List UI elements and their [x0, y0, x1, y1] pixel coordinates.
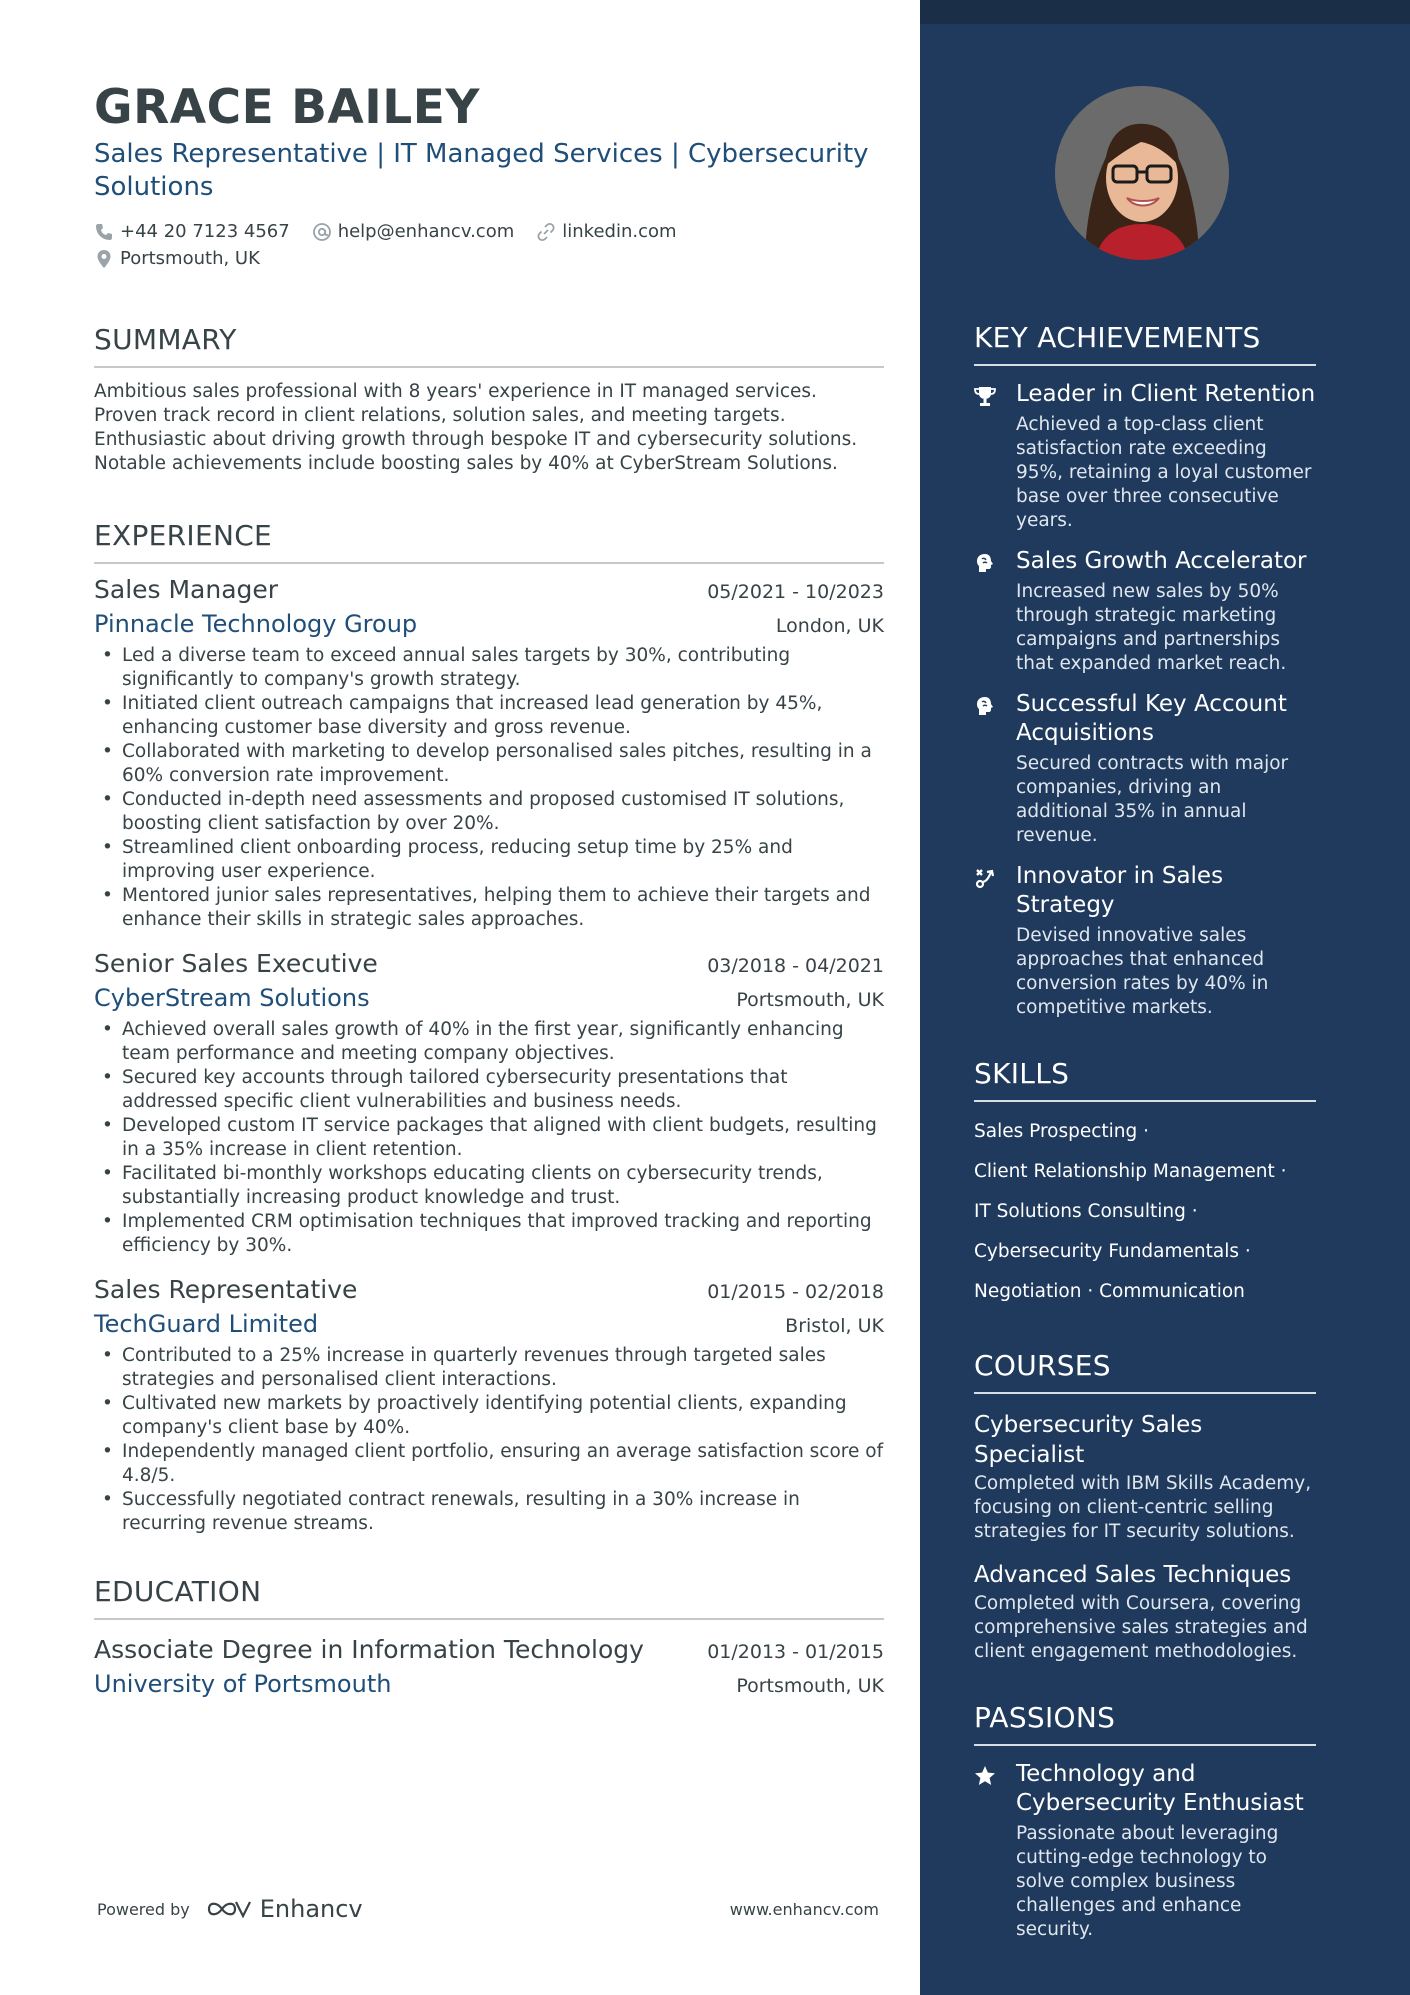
brand-name: Enhancv: [259, 1895, 363, 1923]
course-desc: Completed with IBM Skills Academy, focusing on client-centric selling strategies for IT security solutions.: [974, 1473, 1312, 1542]
skill-item: IT Solutions Consulting ·: [974, 1201, 1198, 1222]
location-text: Portsmouth, UK: [120, 248, 260, 269]
course-title: Cybersecurity Sales Specialist: [974, 1412, 1203, 1468]
summary-title: SUMMARY: [94, 322, 884, 368]
skills-title: SKILLS: [974, 1054, 1316, 1102]
job-bullets: [94, 1018, 884, 1258]
brain-icon: [974, 552, 996, 574]
skill-item: Sales Prospecting ·: [974, 1121, 1150, 1142]
job-dates: 01/2015 - 02/2018: [707, 1281, 884, 1303]
email-text: help@enhancv.com: [337, 221, 515, 242]
job-bullet: • Collaborated with marketing to develop personalised sales pitches, resulting in a 60% conversion rate improvement.: [94, 740, 884, 788]
powered-by: [97, 1895, 363, 1923]
job-location: Bristol, UK: [785, 1315, 884, 1337]
achievement-desc: Increased new sales by 50% through strategic marketing campaigns and partnerships that expanded market reach.: [1016, 581, 1287, 674]
job-bullets: [94, 1344, 884, 1536]
job-location: Portsmouth, UK: [736, 989, 884, 1011]
profile-photo: [1055, 86, 1229, 260]
courses-title: COURSES: [974, 1346, 1316, 1394]
job-bullet: • Developed custom IT service packages that aligned with client budgets, resulting in a 35% increase in client retention.: [94, 1114, 884, 1162]
achievement-item: [974, 547, 1316, 676]
achievement-desc: Secured contracts with major companies, driving an additional 35% in annual revenue.: [1016, 753, 1289, 846]
job-company: CyberStream Solutions: [94, 984, 370, 1012]
job-bullet: • Cultivated new markets by proactively identifying potential clients, expanding company's client base by 40%.: [94, 1392, 884, 1440]
skill-item: Negotiation · Communication: [974, 1281, 1245, 1302]
passion-item: [974, 1760, 1316, 1942]
achievements-section: [974, 318, 1316, 1020]
candidate-headline: Sales Representative | IT Managed Services | Cybersecurity Solutions: [94, 139, 869, 202]
star-icon: [974, 1765, 996, 1787]
trophy-icon: [974, 385, 996, 407]
job-title: Senior Sales Executive: [94, 949, 378, 978]
achievement-item: [974, 380, 1316, 533]
achievement-title: Successful Key Account Acquisitions: [1016, 691, 1287, 746]
contact-info: [94, 218, 884, 272]
achievements-title: KEY ACHIEVEMENTS: [974, 318, 1316, 366]
location-pin-icon: [94, 249, 114, 269]
education-dates: 01/2013 - 01/2015: [707, 1641, 884, 1663]
contact-email[interactable]: [312, 218, 515, 245]
education-title: EDUCATION: [94, 1574, 884, 1620]
achievement-item: [974, 862, 1316, 1020]
sidebar-content: [974, 318, 1316, 1976]
job-bullet: • Streamlined client onboarding process, reducing setup time by 25% and improving user experience.: [94, 836, 884, 884]
passion-desc: Passionate about leveraging cutting-edge technology to solve complex business challenges and enhance security.: [1016, 1823, 1279, 1940]
job-entry: [94, 946, 884, 1258]
enhancv-logo[interactable]: [206, 1895, 363, 1923]
course-item: [974, 1410, 1316, 1544]
job-title: Sales Representative: [94, 1275, 358, 1304]
job-bullets: [94, 644, 884, 932]
job-bullet: • Facilitated bi-monthly workshops educating clients on cybersecurity trends, substantially increasing product knowledge and trust.: [94, 1162, 884, 1210]
sidebar: [920, 0, 1410, 1995]
school-name: University of Portsmouth: [94, 1670, 392, 1698]
passions-section: [974, 1698, 1316, 1942]
experience-section: [94, 518, 884, 1536]
main-column: [94, 80, 884, 1700]
experience-title: EXPERIENCE: [94, 518, 884, 564]
achievement-title: Sales Growth Accelerator: [1016, 548, 1307, 574]
powered-by-label: Powered by: [97, 1899, 190, 1919]
candidate-name: GRACE BAILEY: [94, 80, 480, 135]
summary-text: Ambitious sales professional with 8 years' experience in IT managed services. Proven track record in client relations, solution sales, and meeting targets. Enthusiastic about driving growth through bespoke IT and cybersecurity solutions. Notable achievements include boosting sales by 40% at CyberStream Solutions.: [94, 381, 858, 474]
achievement-title: Innovator in Sales Strategy: [1016, 863, 1224, 918]
job-bullet: • Successfully negotiated contract renewals, resulting in a 30% increase in recurring revenue streams.: [94, 1488, 884, 1536]
avatar: [1055, 86, 1229, 260]
job-company: Pinnacle Technology Group: [94, 610, 418, 638]
contact-linkedin[interactable]: [536, 218, 676, 245]
linkedin-text: linkedin.com: [562, 221, 677, 242]
education-section: [94, 1574, 884, 1700]
job-location: London, UK: [775, 615, 884, 637]
course-item: [974, 1560, 1316, 1664]
link-icon: [536, 222, 556, 242]
passions-title: PASSIONS: [974, 1698, 1316, 1746]
contact-phone[interactable]: [94, 218, 290, 245]
at-icon: [312, 222, 332, 242]
courses-section: [974, 1346, 1316, 1664]
enhancv-logo-icon: [206, 1897, 252, 1921]
job-bullet: • Independently managed client portfolio, ensuring an average satisfaction score of 4.8/5.: [94, 1440, 884, 1488]
phone-text: +44 20 7123 4567: [120, 221, 290, 242]
job-dates: 05/2021 - 10/2023: [707, 581, 884, 603]
job-title: Sales Manager: [94, 575, 279, 604]
job-bullet: • Mentored junior sales representatives, helping them to achieve their targets and enhance their skills in strategic sales approaches.: [94, 884, 884, 932]
phone-icon: [94, 222, 114, 242]
skill-item: Client Relationship Management ·: [974, 1161, 1287, 1182]
achievement-item: [974, 690, 1316, 848]
achievement-desc: Devised innovative sales approaches that enhanced conversion rates by 40% in competitive markets.: [1016, 925, 1269, 1018]
course-desc: Completed with Coursera, covering comprehensive sales strategies and client engagement methodologies.: [974, 1593, 1308, 1662]
sidebar-top-band: [920, 0, 1410, 24]
skills-list: [974, 1112, 1316, 1312]
job-dates: 03/2018 - 04/2021: [707, 955, 884, 977]
job-bullet: • Led a diverse team to exceed annual sales targets by 30%, contributing significantly to company's growth strategy.: [94, 644, 884, 692]
course-title: Advanced Sales Techniques: [974, 1562, 1292, 1588]
brain-icon: [974, 695, 996, 717]
job-bullet: • Implemented CRM optimisation techniques that improved tracking and reporting efficiency by 30%.: [94, 1210, 884, 1258]
job-entry: [94, 572, 884, 932]
job-company: TechGuard Limited: [94, 1310, 319, 1338]
achievement-desc: Achieved a top-class client satisfaction rate exceeding 95%, retaining a loyal customer base over three consecutive years.: [1016, 414, 1312, 531]
degree-title: Associate Degree in Information Technology: [94, 1635, 644, 1664]
skills-section: [974, 1054, 1316, 1312]
footer-website-link[interactable]: www.enhancv.com: [729, 1899, 879, 1919]
contact-location: [94, 245, 260, 272]
achievement-title: Leader in Client Retention: [1016, 381, 1316, 407]
school-location: Portsmouth, UK: [736, 1675, 884, 1697]
job-bullet: • Contributed to a 25% increase in quarterly revenues through targeted sales strategies and personalised client interactions.: [94, 1344, 884, 1392]
footer: [97, 1895, 879, 1923]
job-bullet: • Initiated client outreach campaigns that increased lead generation by 45%, enhancing customer base diversity and gross revenue.: [94, 692, 884, 740]
skill-item: Cybersecurity Fundamentals ·: [974, 1241, 1251, 1262]
job-bullet: • Secured key accounts through tailored cybersecurity presentations that addressed specific client vulnerabilities and business needs.: [94, 1066, 884, 1114]
education-entry: [94, 1632, 884, 1700]
job-bullet: • Conducted in-depth need assessments and proposed customised IT solutions, boosting client satisfaction by over 20%.: [94, 788, 884, 836]
strategy-icon: [974, 867, 996, 889]
summary-section: [94, 322, 884, 476]
job-entry: [94, 1272, 884, 1536]
passion-title: Technology and Cybersecurity Enthusiast: [1016, 1761, 1304, 1816]
job-bullet: • Achieved overall sales growth of 40% in the first year, significantly enhancing team performance and meeting company objectives.: [94, 1018, 884, 1066]
